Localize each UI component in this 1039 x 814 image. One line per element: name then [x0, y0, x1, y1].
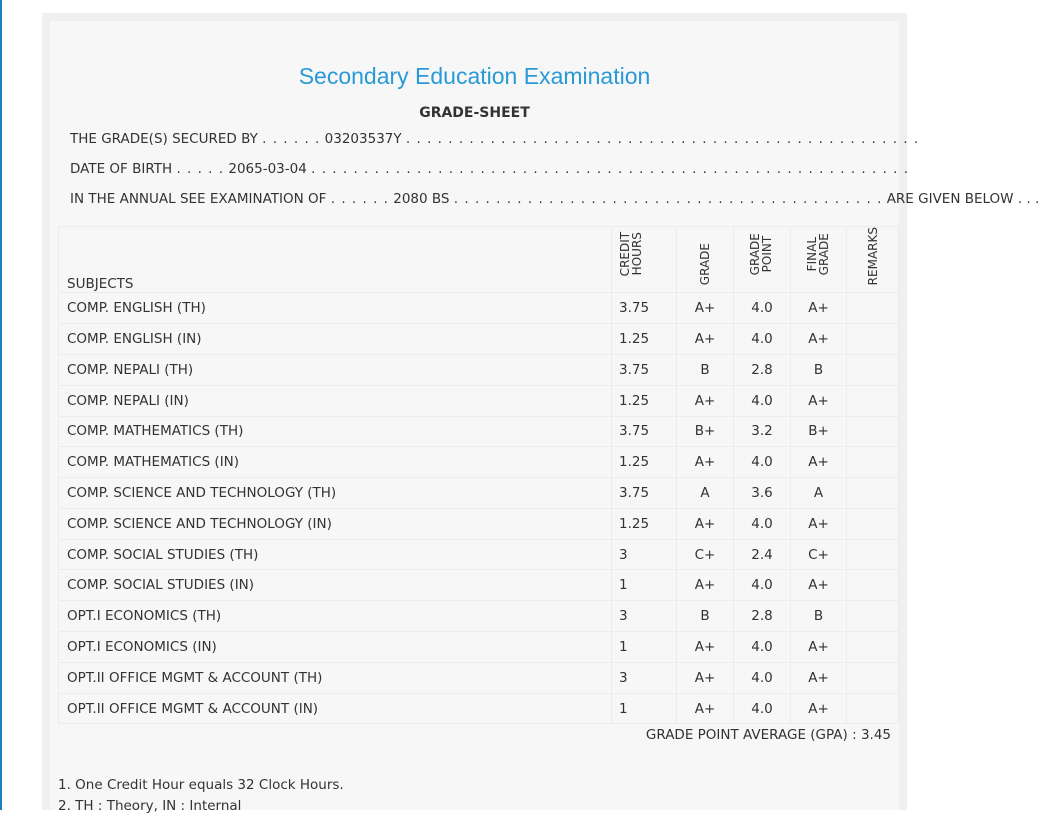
final-grade-cell: A+: [791, 570, 847, 601]
grade-cell: A+: [677, 447, 734, 478]
table-header-row: [59, 227, 899, 293]
subject-cell: COMP. ENGLISH (TH): [59, 293, 612, 324]
subject-cell: OPT.II OFFICE MGMT & ACCOUNT (IN): [59, 693, 612, 724]
grade-cell: A+: [677, 293, 734, 324]
final-grade-cell: A+: [791, 508, 847, 539]
exam-line: IN THE ANNUAL SEE EXAMINATION OF . . . . . . 2080 BS . . . . . . . . . . . . . . . . . . . . . . . . . . . . . . . . . . . . . . . . . ARE GIVEN BELOW . . .: [70, 191, 1039, 207]
remarks-cell: [847, 632, 899, 663]
final-grade-cell: A+: [791, 632, 847, 663]
grades-table: [58, 226, 899, 724]
table-row: [59, 478, 899, 509]
final-grade-cell: B+: [791, 416, 847, 447]
grade-cell: A+: [677, 324, 734, 355]
subject-cell: COMP. SCIENCE AND TECHNOLOGY (TH): [59, 478, 612, 509]
grade-point-cell: 4.0: [734, 385, 791, 416]
credit-cell: 1.25: [612, 508, 677, 539]
table-row: [59, 570, 899, 601]
subject-cell: COMP. SCIENCE AND TECHNOLOGY (IN): [59, 508, 612, 539]
secured-by-label: THE GRADE(S) SECURED BY: [70, 131, 258, 147]
final-grade-cell: B: [791, 354, 847, 385]
exam-label: IN THE ANNUAL SEE EXAMINATION OF: [70, 191, 327, 207]
subject-cell: COMP. SOCIAL STUDIES (IN): [59, 570, 612, 601]
left-accent-rule: [0, 0, 2, 810]
table-row: [59, 601, 899, 632]
grade-cell: A: [677, 478, 734, 509]
grade-cell: A+: [677, 508, 734, 539]
final-grade-cell: A+: [791, 662, 847, 693]
grade-sheet-card: [50, 21, 1039, 814]
note-credit-hours: 1. One Credit Hour equals 32 Clock Hours.: [58, 777, 344, 793]
gpa-line: [646, 727, 891, 743]
final-grade-cell: A+: [791, 693, 847, 724]
note-abbreviations: 2. TH : Theory, IN : Internal: [58, 798, 242, 814]
grade-point-cell: 4.0: [734, 693, 791, 724]
page-subtitle: GRADE-SHEET: [419, 105, 530, 121]
symbol-number: 03203537Y: [324, 131, 402, 147]
grade-sheet-panel: [42, 13, 1039, 814]
remarks-cell: [847, 324, 899, 355]
credit-cell: 1: [612, 693, 677, 724]
grade-point-cell: 4.0: [734, 570, 791, 601]
credit-cell: 3: [612, 662, 677, 693]
header-credit-hours: [612, 227, 677, 293]
subject-cell: COMP. ENGLISH (IN): [59, 324, 612, 355]
credit-cell: 1.25: [612, 385, 677, 416]
grade-point-cell: 2.4: [734, 539, 791, 570]
remarks-cell: [847, 662, 899, 693]
final-grade-cell: A+: [791, 447, 847, 478]
header-subjects: SUBJECTS: [59, 227, 612, 293]
grade-cell: B: [677, 354, 734, 385]
dob-value: 2065-03-04: [228, 161, 307, 177]
grade-point-cell: 3.2: [734, 416, 791, 447]
grade-point-cell: 4.0: [734, 662, 791, 693]
grade-point-cell: 4.0: [734, 508, 791, 539]
remarks-cell: [847, 416, 899, 447]
final-grade-cell: B: [791, 601, 847, 632]
header-grade-label: GRADE: [698, 243, 712, 286]
credit-cell: 3.75: [612, 354, 677, 385]
table-row: [59, 539, 899, 570]
grade-cell: A+: [677, 385, 734, 416]
final-grade-cell: C+: [791, 539, 847, 570]
table-row: [59, 508, 899, 539]
exam-year: 2080 BS: [393, 191, 450, 207]
grade-cell: B: [677, 601, 734, 632]
remarks-cell: [847, 478, 899, 509]
given-below: ARE GIVEN BELOW . . .: [886, 191, 1039, 207]
grade-point-cell: 3.6: [734, 478, 791, 509]
credit-cell: 1: [612, 632, 677, 663]
subject-cell: COMP. MATHEMATICS (TH): [59, 416, 612, 447]
table-row: [59, 324, 899, 355]
header-final-grade-label: FINAL GRADE: [804, 233, 831, 276]
header-credit-hours-label: CREDIT HOURS: [618, 231, 644, 277]
subject-cell: OPT.II OFFICE MGMT & ACCOUNT (TH): [59, 662, 612, 693]
grade-point-cell: 4.0: [734, 324, 791, 355]
subject-cell: COMP. NEPALI (IN): [59, 385, 612, 416]
subject-cell: COMP. NEPALI (TH): [59, 354, 612, 385]
grade-cell: C+: [677, 539, 734, 570]
subject-cell: COMP. SOCIAL STUDIES (TH): [59, 539, 612, 570]
header-remarks-label: REMARKS: [865, 227, 880, 286]
grade-point-cell: 4.0: [734, 447, 791, 478]
credit-cell: 1: [612, 570, 677, 601]
remarks-cell: [847, 570, 899, 601]
credit-cell: 3.75: [612, 416, 677, 447]
remarks-cell: [847, 447, 899, 478]
secured-by-line: THE GRADE(S) SECURED BY . . . . . . 03203537Y . . . . . . . . . . . . . . . . . . . . . . . . . . . . . . . . . . . . . . . . . . . . . . . . .: [70, 131, 920, 147]
final-grade-cell: A+: [791, 293, 847, 324]
table-row: [59, 416, 899, 447]
grade-point-cell: 2.8: [734, 354, 791, 385]
remarks-cell: [847, 508, 899, 539]
dob-line: DATE OF BIRTH . . . . . 2065-03-04 . . . . . . . . . . . . . . . . . . . . . . . . . . . . . . . . . . . . . . . . . . . . . . . . . . . . . . . . .: [70, 161, 910, 177]
grade-cell: A+: [677, 632, 734, 663]
dob-label: DATE OF BIRTH: [70, 161, 173, 177]
final-grade-cell: A: [791, 478, 847, 509]
header-grade: [677, 227, 734, 293]
table-row: [59, 447, 899, 478]
grade-cell: B+: [677, 416, 734, 447]
header-grade-point: [734, 227, 791, 293]
credit-cell: 1.25: [612, 447, 677, 478]
final-grade-cell: A+: [791, 385, 847, 416]
credit-cell: 1.25: [612, 324, 677, 355]
subject-cell: OPT.I ECONOMICS (TH): [59, 601, 612, 632]
header-remarks: [847, 227, 899, 293]
header-grade-point-label: GRADE POINT: [748, 233, 774, 276]
credit-cell: 3.75: [612, 293, 677, 324]
remarks-cell: [847, 385, 899, 416]
remarks-cell: [847, 601, 899, 632]
grade-point-cell: 4.0: [734, 632, 791, 663]
remarks-cell: [847, 354, 899, 385]
subject-cell: OPT.I ECONOMICS (IN): [59, 632, 612, 663]
credit-cell: 3: [612, 601, 677, 632]
table-row: [59, 693, 899, 724]
grade-cell: A+: [677, 693, 734, 724]
final-grade-cell: A+: [791, 324, 847, 355]
grade-point-cell: 2.8: [734, 601, 791, 632]
table-row: [59, 293, 899, 324]
remarks-cell: [847, 693, 899, 724]
table-row: [59, 354, 899, 385]
remarks-cell: [847, 293, 899, 324]
header-final-grade: [791, 227, 847, 293]
grade-cell: A+: [677, 570, 734, 601]
remarks-cell: [847, 539, 899, 570]
credit-cell: 3.75: [612, 478, 677, 509]
grade-cell: A+: [677, 662, 734, 693]
table-row: [59, 385, 899, 416]
gpa-value: 3.45: [860, 727, 891, 743]
table-row: [59, 662, 899, 693]
gpa-label: GRADE POINT AVERAGE (GPA) :: [645, 727, 857, 743]
page-title: Secondary Education Examination: [298, 63, 651, 89]
subject-cell: COMP. MATHEMATICS (IN): [59, 447, 612, 478]
credit-cell: 3: [612, 539, 677, 570]
grade-point-cell: 4.0: [734, 293, 791, 324]
table-row: [59, 632, 899, 663]
